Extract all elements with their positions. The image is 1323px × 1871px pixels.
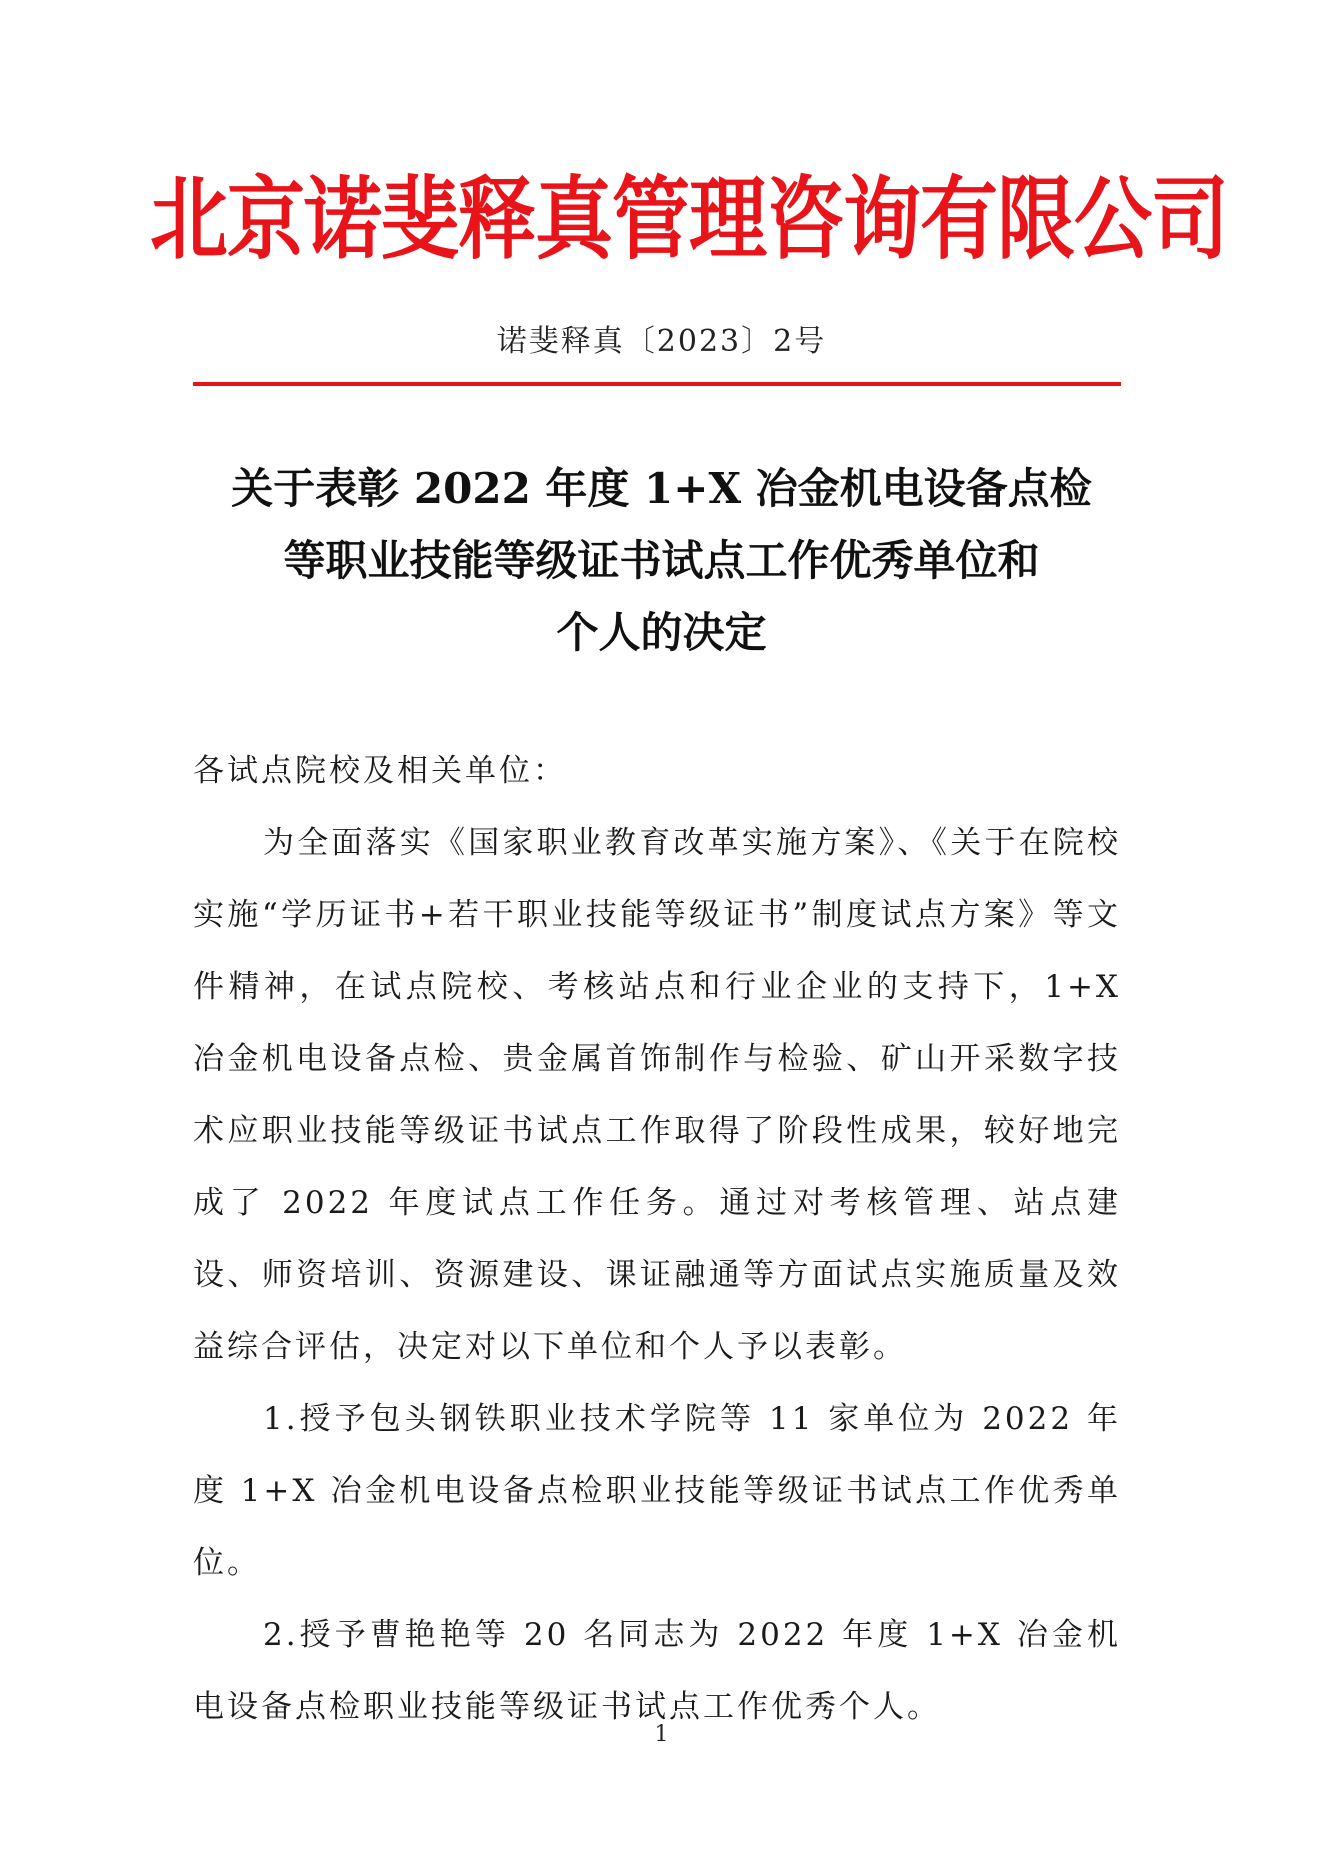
- body-text: [193, 735, 1121, 1743]
- body-paragraph-item-2: 2.授予曹艳艳等 20 名同志为 2022 年度 1+X 冶金机电设备点检职业技能等级证书试点工作优秀个人。: [193, 1617, 1121, 1725]
- notice-title-line-1: 关于表彰 2022 年度 1+X 冶金机电设备点检: [231, 464, 1092, 513]
- body-paragraph-item-1: 1.授予包头钢铁职业技术学院等 11 家单位为 2022 年度 1+X 冶金机电设备点检职业技能等级证书试点工作优秀单位。: [193, 1401, 1121, 1581]
- notice-title-line-2: 等职业技能等级证书试点工作优秀单位和: [283, 536, 1040, 585]
- notice-title: [160, 453, 1163, 669]
- organization-name-header: 北京诺斐释真管理咨询有限公司: [150, 168, 1229, 272]
- red-divider-line: [193, 382, 1121, 386]
- notice-title-line-3: 个人的决定: [556, 608, 767, 657]
- page-number: 1: [654, 1722, 669, 1747]
- salutation: 各试点院校及相关单位：: [193, 753, 567, 789]
- document-number: 诺斐释真〔2023〕2号: [496, 324, 827, 359]
- body-paragraph-intro: 为全面落实《国家职业教育改革实施方案》、《关于在院校实施“学历证书+若干职业技能等级证书”制度试点方案》等文件精神，在试点院校、考核站点和行业企业的支持下，1+X 冶金机电设备点检、贵金属首饰制作与检验、矿山开采数字技术应职业技能等级证书试点工作取得了阶段性成果，较好地完成了 2022 年度试点工作任务。通过对考核管理、站点建设、师资培训、资源建设、课证融通等方面试点实施质量及效益综合评估，决定对以下单位和个人予以表彰。: [193, 825, 1121, 1365]
